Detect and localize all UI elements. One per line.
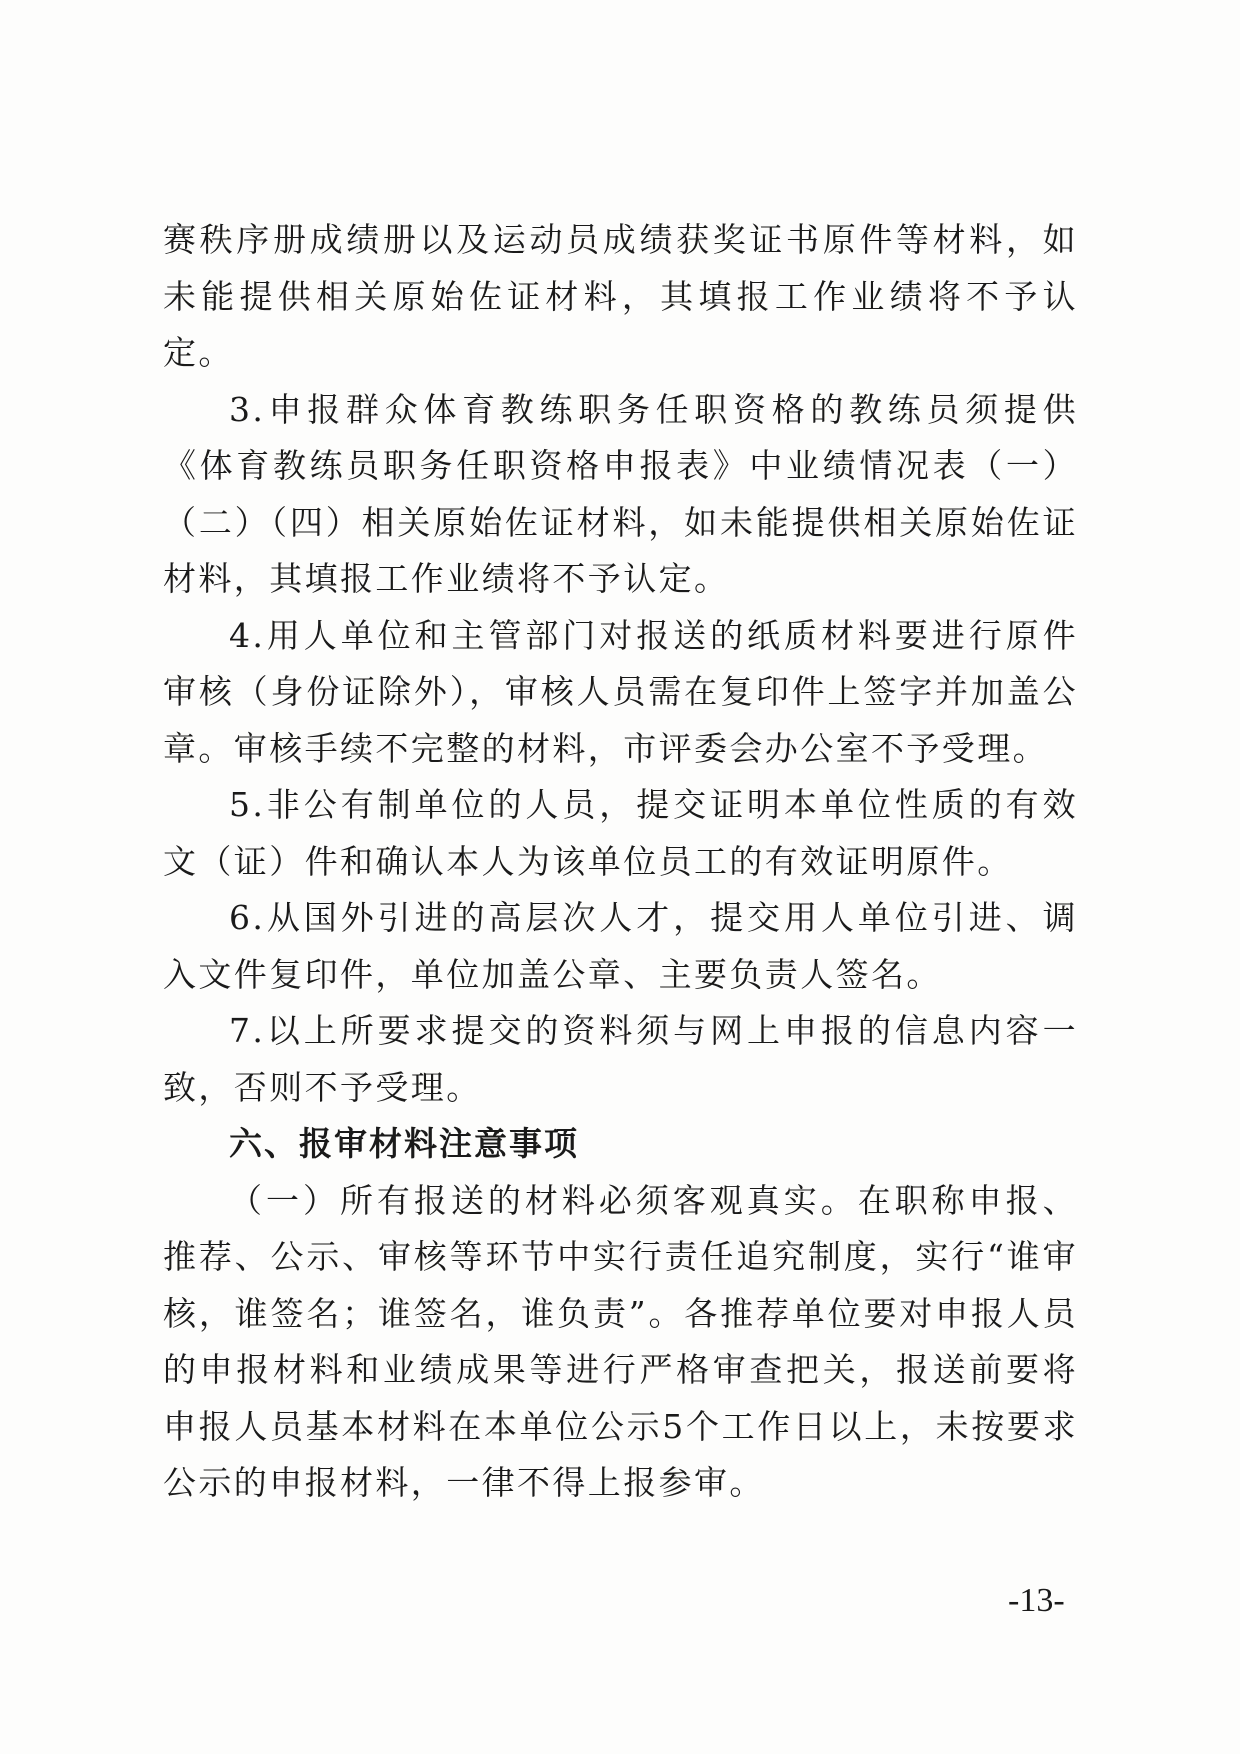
section-heading: 六、报审材料注意事项 <box>229 1124 579 1163</box>
paragraph-item-7: 7.以上所要求提交的资料须与网上申报的信息内容一致，否则不予受理。 <box>163 1011 1078 1107</box>
paragraph-item-6: 6.从国外引进的高层次人才，提交用人单位引进、调入文件复印件，单位加盖公章、主要负责人签名。 <box>163 898 1078 994</box>
paragraph-section-1: （一）所有报送的材料必须客观真实。在职称申报、推荐、公示、审核等环节中实行责任追究制度，实行“谁审核，谁签名；谁签名，谁负责”。各推荐单位要对申报人员的申报材料和业绩成果等进行严格审查把关，报送前要将申报人员基本材料在本单位公示5个工作日以上，未按要求公示的申报材料，一律不得上报参审。 <box>163 1180 1078 1502</box>
page-number: -13- <box>1008 1582 1065 1619</box>
paragraph-item-5: 5.非公有制单位的人员，提交证明本单位性质的有效文（证）件和确认本人为该单位员工的有效证明原件。 <box>163 785 1078 881</box>
paragraph-item-4: 4.用人单位和主管部门对报送的纸质材料要进行原件审核（身份证除外），审核人员需在复印件上签字并加盖公章。审核手续不完整的材料，市评委会办公室不予受理。 <box>163 615 1078 768</box>
paragraph-item-3: 3.申报群众体育教练职务任职资格的教练员须提供《体育教练员职务任职资格申报表》中业绩情况表（一）（二）（四）相关原始佐证材料，如未能提供相关原始佐证材料，其填报工作业绩将不予认定。 <box>163 389 1078 598</box>
body-text <box>163 212 1078 1512</box>
paragraph-continuation: 赛秩序册成绩册以及运动员成绩获奖证书原件等材料，如未能提供相关原始佐证材料，其填报工作业绩将不予认定。 <box>163 220 1078 372</box>
